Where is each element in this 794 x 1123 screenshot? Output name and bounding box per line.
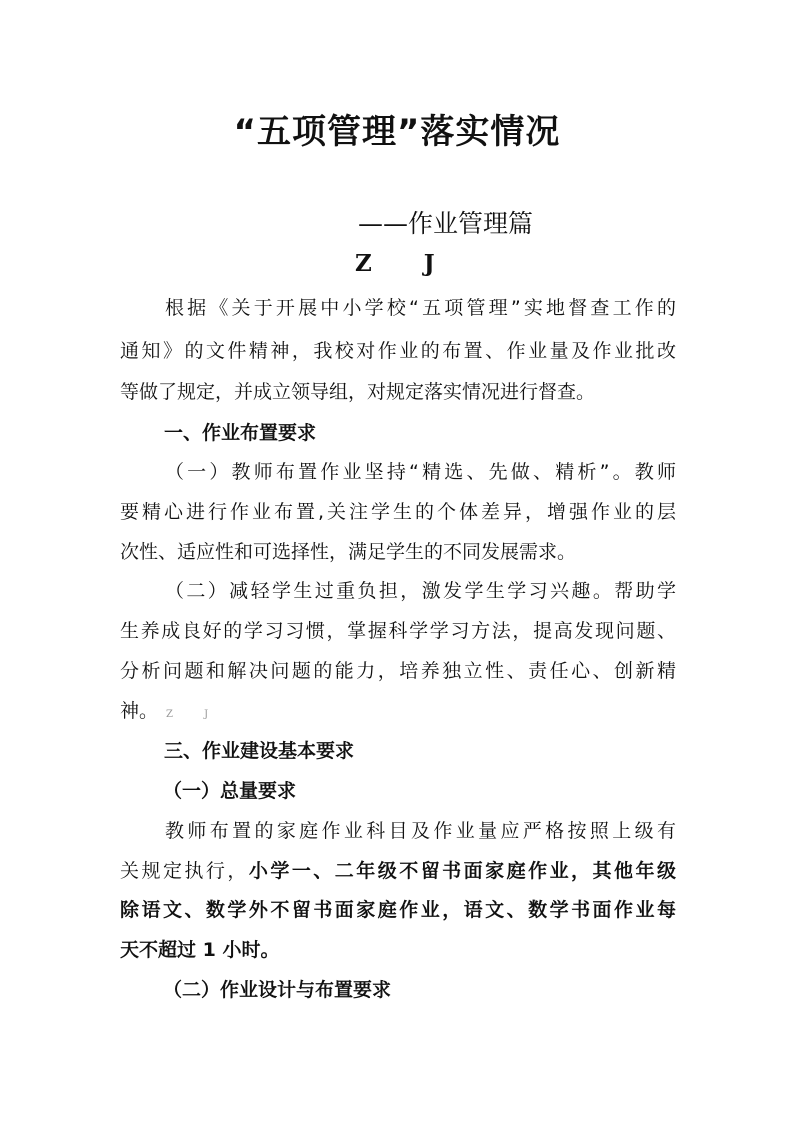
section-1-item-2-line-2: 生养成良好的学习习惯，掌握科学学习方法，提高发现问题、 [120, 620, 676, 642]
document-subtitle: ——作业管理篇 [358, 209, 534, 238]
section-1-heading: 一、作业布置要求 [164, 422, 317, 444]
intro-line-1: 根据《关于开展中小学校“五项管理”实地督查工作的 [165, 297, 676, 319]
section-1-item-2-line-1: （二）减轻学生过重负担，激发学生学习兴趣。帮助学 [165, 580, 676, 602]
section-3-para-line-4: 天不超过 1 小时。 [120, 939, 280, 961]
section-3-sub-2-heading: （二）作业设计与布置要求 [163, 979, 392, 1001]
section-3-para-line-2-bold: 小学一、二年级不留书面家庭作业，其他年级 [248, 860, 676, 882]
author-initial-left: Z [355, 250, 372, 277]
section-3-heading: 三、作业建设基本要求 [164, 740, 355, 762]
section-3-para-line-3: 除语文、数学外不留书面家庭作业，语文、数学书面作业每 [120, 899, 676, 921]
intro-line-2: 通知》的文件精神，我校对作业的布置、作业量及作业批改 [120, 340, 676, 362]
section-1-item-1-line-2: 要精心进行作业布置,关注学生的个体差异，增强作业的层 [120, 501, 676, 523]
author-line [355, 250, 435, 277]
section-3-sub-1-heading: （一）总量要求 [163, 780, 297, 802]
section-1-item-2-line-4 [120, 696, 676, 723]
section-3-para-line-2-plain: 关规定执行， [120, 860, 249, 882]
document-title: “五项管理”落实情况 [233, 112, 561, 152]
section-1-item-1-line-1: （一）教师布置作业坚持“精选、先做、精析”。教师 [165, 461, 676, 483]
watermark-initials: Z J [166, 709, 223, 720]
section-1-item-2-line-4-text: 神。 [120, 700, 159, 722]
section-1-item-2-line-3: 分析问题和解决问题的能力，培养独立性、责任心、创新精 [120, 660, 676, 682]
section-3-para-line-1: 教师布置的家庭作业科目及作业量应严格按照上级有 [165, 820, 676, 842]
author-initial-right: J [423, 250, 435, 277]
intro-line-3: 等做了规定，并成立领导组，对规定落实情况进行督查。 [120, 381, 596, 403]
section-3-para-line-2 [120, 856, 676, 883]
section-1-item-1-line-3: 次性、适应性和可选择性，满足学生的不同发展需求。 [120, 541, 577, 563]
